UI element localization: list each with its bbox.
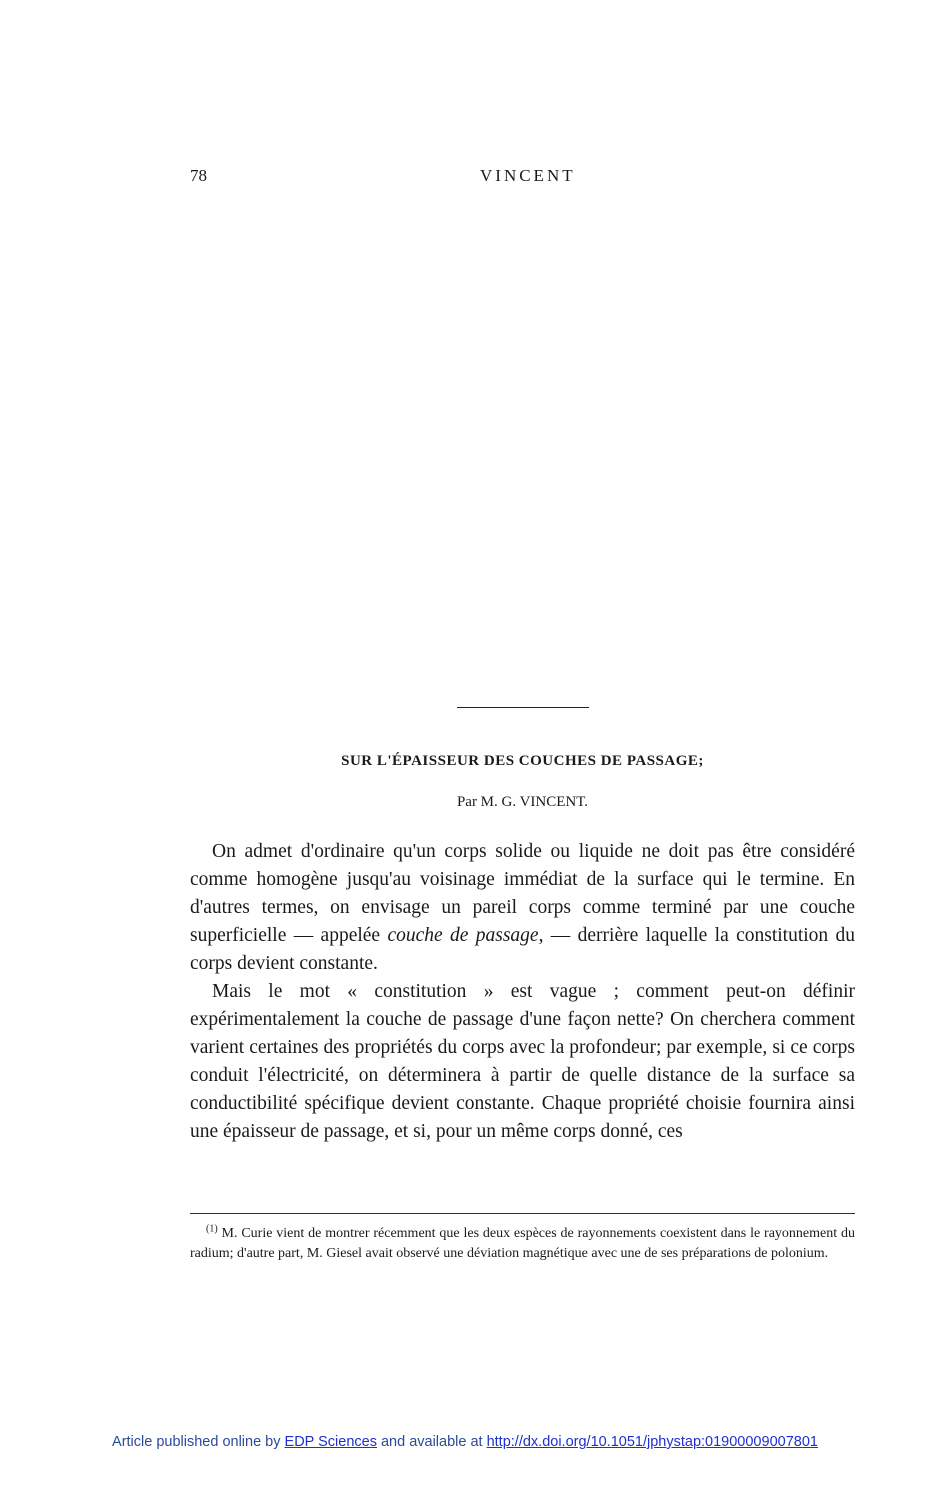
body-paragraph-2: Mais le mot « constitution » est vague ; comment peut-on définir expérimentalement la couche de passage d'une façon nette? On cherchera comment varient certaines des propriétés du corps avec la profondeur; par exemple, si ce corps conduit l'électricité, on déterminera à partir de quelle distance de la surface sa conductibilité spécifique devient constante. Chaque propriété choisie fournira ainsi une épaisseur de passage, et si, pour un même corps donné, ces: [190, 981, 855, 1142]
footnote-text: M. Curie vient de montrer récemment que les deux espèces de rayonnements coexistent dans le rayonnement du radium; d'autre part, M. Giesel avait observé une déviation magnétique avec une de ses préparations de polonium.: [190, 1226, 855, 1261]
publisher-link[interactable]: EDP Sciences: [284, 1434, 377, 1450]
footnote: [190, 1224, 855, 1264]
footnote-rule: [190, 1213, 855, 1214]
article-title: SUR L'ÉPAISSEUR DES COUCHES DE PASSAGE;: [341, 753, 704, 769]
page-number: 78: [190, 166, 207, 185]
running-head: [190, 166, 855, 188]
article-body: [190, 838, 855, 1146]
publisher-line: [0, 1434, 930, 1450]
footnote-paragraph: [190, 1224, 855, 1264]
body-paragraph-1: [190, 838, 855, 978]
article-separator-rule: [457, 707, 589, 708]
publisher-prefix: Article published online by: [112, 1434, 281, 1450]
paragraph-1-text-a: On admet d'ordinaire qu'un corps solide ou liquide ne doit pas être considéré comme homogène jusqu'au voisinage immédiat de la surface qui le termine. En d'autres termes, on envisage un pareil corps comme terminé par une couche superficielle — appelée: [190, 841, 855, 946]
publisher-middle: and available at: [380, 1434, 483, 1450]
paragraph-1-italic-term: couche de passage: [387, 925, 539, 946]
article-author: Par M. G. VINCENT.: [456, 794, 589, 810]
footnote-mark: (1): [206, 1223, 218, 1235]
running-title: VINCENT: [480, 166, 576, 185]
doi-link[interactable]: http://dx.doi.org/10.1051/jphystap:01900009007801: [486, 1434, 818, 1450]
paragraph-1-text-b: , — derrière laquelle la constitution du corps devient constante.: [190, 925, 855, 974]
